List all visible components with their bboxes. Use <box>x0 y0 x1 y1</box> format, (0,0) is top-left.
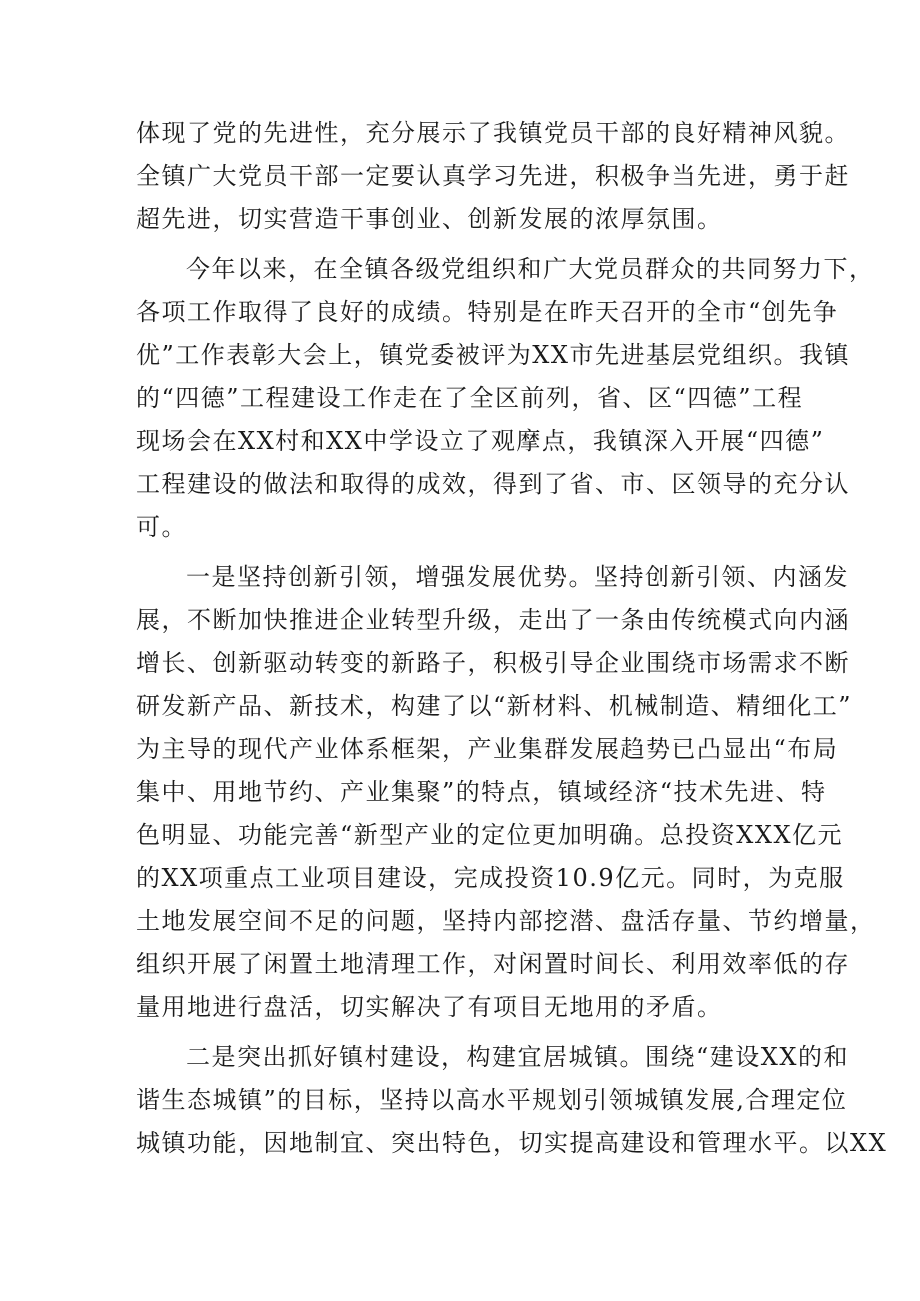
text-line: 色明显、功能完善“新型产业的定位更加明确。总投资XXX亿元 <box>136 821 844 849</box>
paragraph-4 <box>136 1036 888 1165</box>
text-line: 量用地进行盘活，切实解决了有项目无地用的矛盾。 <box>136 993 723 1021</box>
text-line: 可。 <box>136 513 187 541</box>
text-line: 为主导的现代产业体系框架，产业集群发展趋势已凸显出“布局 <box>136 735 839 763</box>
paragraph-3 <box>136 556 876 1029</box>
text-line: 二是突出抓好镇村建设，构建宜居城镇。围绕“建设XX的和 <box>186 1043 849 1071</box>
paragraph-2 <box>136 248 875 549</box>
text-line: 体现了党的先进性，充分展示了我镇党员干部的良好精神风貌。 <box>136 119 850 147</box>
text-line: 研发新产品、新技术，构建了以“新材料、机械制造、精细化工” <box>136 692 853 720</box>
text-line: 的“四德”工程建设工作走在了全区前列，省、区“四德”工程 <box>136 384 804 412</box>
text-line: 组织开展了闲置土地清理工作，对闲置时间长、利用效率低的存 <box>136 950 850 978</box>
text-line: 全镇广大党员干部一定要认真学习先进，积极争当先进，勇于赶 <box>136 162 850 190</box>
text-line: 超先进，切实营造干事创业、创新发展的浓厚氛围。 <box>136 205 723 233</box>
text-line: 城镇功能，因地制宜、突出特色，切实提高建设和管理水平。以XX <box>136 1129 888 1157</box>
text-line: 增长、创新驱动转变的新路子，积极引导企业围绕市场需求不断 <box>136 649 850 677</box>
document-body <box>136 112 888 1165</box>
text-line: 现场会在XX村和XX中学设立了观摩点，我镇深入开展“四德” <box>136 427 825 455</box>
text-line: 集中、用地节约、产业集聚”的特点，镇域经济“技术先进、特 <box>136 778 827 806</box>
text-line: 土地发展空间不足的问题，坚持内部挖潜、盘活存量、节约增量， <box>136 907 876 935</box>
text-line: 各项工作取得了良好的成绩。特别是在昨天召开的全市“创先争 <box>136 298 839 326</box>
text-line: 工程建设的做法和取得的成效，得到了省、市、区领导的充分认 <box>136 470 850 498</box>
text-line: 优”工作表彰大会上，镇党委被评为XX市先进基层党组织。我镇 <box>136 341 850 369</box>
text-line: 的XX项重点工业项目建设，完成投资10.9亿元。同时，为克服 <box>136 864 845 892</box>
text-line: 谐生态城镇”的目标，坚持以高水平规划引领城镇发展,合理定位 <box>136 1086 848 1114</box>
paragraph-1 <box>136 112 850 241</box>
text-line: 一是坚持创新引领，增强发展优势。坚持创新引领、内涵发 <box>186 563 849 591</box>
text-line: 今年以来，在全镇各级党组织和广大党员群众的共同努力下， <box>186 255 875 283</box>
text-line: 展，不断加快推进企业转型升级，走出了一条由传统模式向内涵 <box>136 606 850 634</box>
